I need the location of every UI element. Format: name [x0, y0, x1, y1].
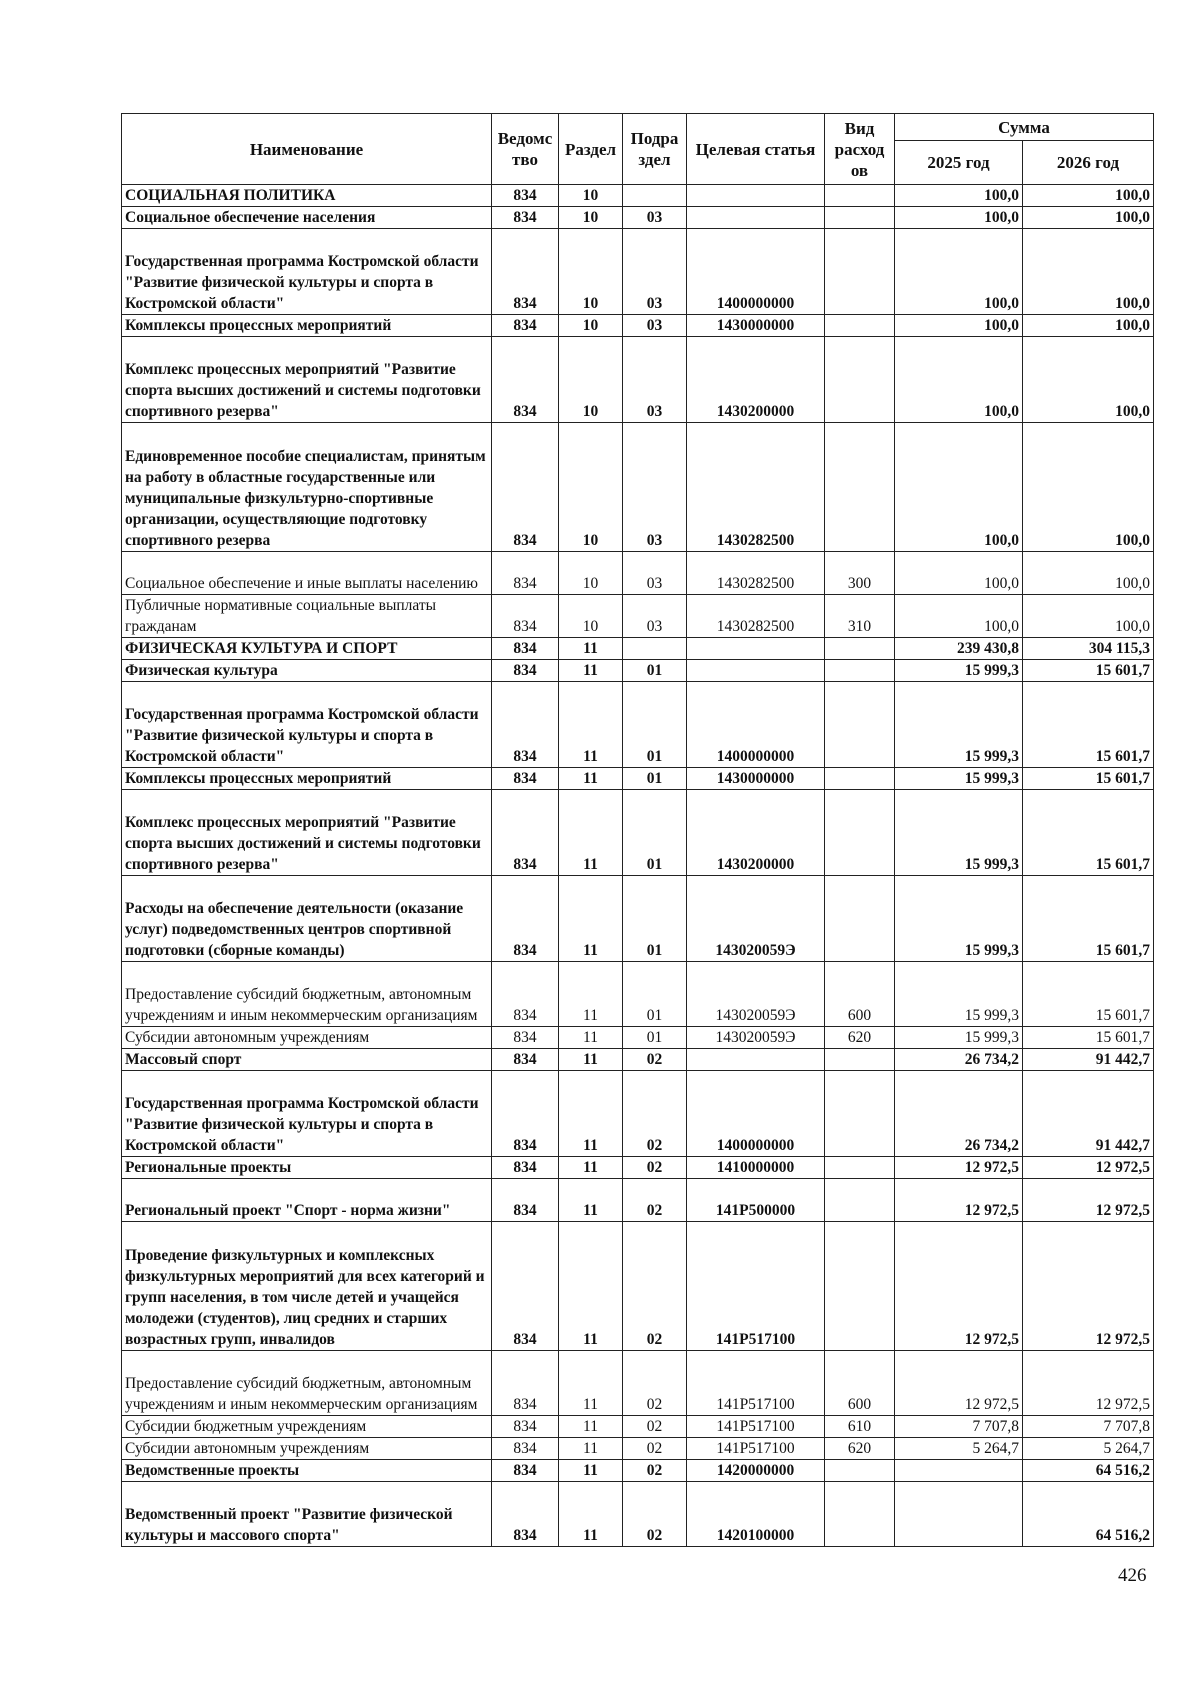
table-row — [122, 876, 1154, 962]
row-vid-raskhodov — [825, 1482, 895, 1547]
row-name: Физическая культура — [122, 660, 492, 682]
row-vid-raskhodov: 600 — [825, 1351, 895, 1416]
row-sum-2026: 64 516,2 — [1023, 1482, 1154, 1547]
row-podrazdel — [623, 185, 687, 207]
row-celevaya-statya: 1400000000 — [687, 229, 825, 315]
page-number: 426 — [1118, 1565, 1147, 1586]
row-sum-2026: 15 601,7 — [1023, 962, 1154, 1027]
row-sum-2025: 15 999,3 — [895, 682, 1023, 768]
header-summa: Сумма — [895, 114, 1154, 141]
header-2025: 2025 год — [895, 141, 1023, 185]
table-row — [122, 1460, 1154, 1482]
table-body — [122, 185, 1154, 1547]
row-name: Предоставление субсидий бюджетным, автономным учреждениям и иным некоммерческим организациям — [122, 962, 492, 1027]
table-row — [122, 1351, 1154, 1416]
row-razdel: 10 — [559, 185, 623, 207]
table-row — [122, 595, 1154, 638]
row-vedomstvo: 834 — [492, 876, 559, 962]
row-razdel: 11 — [559, 1416, 623, 1438]
row-sum-2026: 100,0 — [1023, 423, 1154, 552]
row-celevaya-statya: 1400000000 — [687, 682, 825, 768]
row-name: СОЦИАЛЬНАЯ ПОЛИТИКА — [122, 185, 492, 207]
row-podrazdel: 03 — [623, 229, 687, 315]
row-vedomstvo: 834 — [492, 337, 559, 423]
row-vid-raskhodov — [825, 229, 895, 315]
row-vedomstvo: 834 — [492, 1416, 559, 1438]
table-row — [122, 315, 1154, 337]
row-vid-raskhodov — [825, 660, 895, 682]
table-row — [122, 682, 1154, 768]
row-sum-2025: 12 972,5 — [895, 1222, 1023, 1351]
row-sum-2025: 100,0 — [895, 337, 1023, 423]
row-sum-2026: 15 601,7 — [1023, 790, 1154, 876]
row-razdel: 11 — [559, 876, 623, 962]
row-podrazdel: 03 — [623, 207, 687, 229]
row-vedomstvo: 834 — [492, 768, 559, 790]
row-vedomstvo: 834 — [492, 1179, 559, 1222]
row-vid-raskhodov — [825, 207, 895, 229]
row-razdel: 11 — [559, 790, 623, 876]
table-row — [122, 337, 1154, 423]
row-vid-raskhodov — [825, 790, 895, 876]
row-name: Социальное обеспечение населения — [122, 207, 492, 229]
row-sum-2026: 12 972,5 — [1023, 1179, 1154, 1222]
row-razdel: 11 — [559, 962, 623, 1027]
budget-table — [121, 113, 1154, 1547]
row-sum-2025: 15 999,3 — [895, 768, 1023, 790]
row-vedomstvo: 834 — [492, 207, 559, 229]
row-sum-2025: 100,0 — [895, 229, 1023, 315]
row-sum-2025: 100,0 — [895, 423, 1023, 552]
row-sum-2026: 15 601,7 — [1023, 1027, 1154, 1049]
row-name: Региональные проекты — [122, 1157, 492, 1179]
row-name: ФИЗИЧЕСКАЯ КУЛЬТУРА И СПОРТ — [122, 638, 492, 660]
row-podrazdel: 02 — [623, 1157, 687, 1179]
row-podrazdel: 01 — [623, 1027, 687, 1049]
row-sum-2026: 12 972,5 — [1023, 1222, 1154, 1351]
table-row — [122, 1222, 1154, 1351]
table-row — [122, 1157, 1154, 1179]
row-celevaya-statya: 1430282500 — [687, 423, 825, 552]
row-celevaya-statya: 1430000000 — [687, 768, 825, 790]
row-vedomstvo: 834 — [492, 423, 559, 552]
row-vedomstvo: 834 — [492, 1157, 559, 1179]
row-sum-2025: 100,0 — [895, 315, 1023, 337]
row-sum-2026: 304 115,3 — [1023, 638, 1154, 660]
row-razdel: 11 — [559, 1351, 623, 1416]
row-vid-raskhodov: 610 — [825, 1416, 895, 1438]
table-row — [122, 660, 1154, 682]
row-vedomstvo: 834 — [492, 185, 559, 207]
row-razdel: 11 — [559, 768, 623, 790]
row-podrazdel: 01 — [623, 682, 687, 768]
row-celevaya-statya: 1410000000 — [687, 1157, 825, 1179]
row-vedomstvo: 834 — [492, 682, 559, 768]
row-sum-2026: 15 601,7 — [1023, 768, 1154, 790]
row-celevaya-statya: 1430000000 — [687, 315, 825, 337]
row-sum-2025 — [895, 1482, 1023, 1547]
row-celevaya-statya: 1420000000 — [687, 1460, 825, 1482]
row-razdel: 10 — [559, 315, 623, 337]
row-vedomstvo: 834 — [492, 595, 559, 638]
row-razdel: 10 — [559, 337, 623, 423]
row-podrazdel: 02 — [623, 1351, 687, 1416]
table-row — [122, 1071, 1154, 1157]
row-sum-2025: 15 999,3 — [895, 962, 1023, 1027]
row-name: Государственная программа Костромской области "Развитие физической культуры и спорта в Костромской области" — [122, 229, 492, 315]
row-podrazdel: 03 — [623, 595, 687, 638]
row-name: Социальное обеспечение и иные выплаты населению — [122, 552, 492, 595]
row-podrazdel: 02 — [623, 1222, 687, 1351]
row-podrazdel: 02 — [623, 1416, 687, 1438]
row-vid-raskhodov — [825, 768, 895, 790]
row-name: Региональный проект "Спорт - норма жизни" — [122, 1179, 492, 1222]
table-row — [122, 768, 1154, 790]
row-razdel: 10 — [559, 229, 623, 315]
row-vedomstvo: 834 — [492, 1482, 559, 1547]
row-razdel: 11 — [559, 1027, 623, 1049]
row-podrazdel: 01 — [623, 660, 687, 682]
row-name: Комплексы процессных мероприятий — [122, 768, 492, 790]
table-row — [122, 552, 1154, 595]
row-vedomstvo: 834 — [492, 1460, 559, 1482]
row-celevaya-statya: 143020059Э — [687, 962, 825, 1027]
row-sum-2025: 5 264,7 — [895, 1438, 1023, 1460]
row-vid-raskhodov — [825, 315, 895, 337]
row-vedomstvo: 834 — [492, 1351, 559, 1416]
row-vid-raskhodov — [825, 1049, 895, 1071]
row-vedomstvo: 834 — [492, 552, 559, 595]
row-vedomstvo: 834 — [492, 962, 559, 1027]
row-podrazdel: 02 — [623, 1482, 687, 1547]
row-name: Предоставление субсидий бюджетным, автономным учреждениям и иным некоммерческим организациям — [122, 1351, 492, 1416]
table-row — [122, 185, 1154, 207]
row-vedomstvo: 834 — [492, 660, 559, 682]
row-celevaya-statya: 141Р500000 — [687, 1179, 825, 1222]
row-vid-raskhodov: 620 — [825, 1027, 895, 1049]
row-sum-2026: 64 516,2 — [1023, 1460, 1154, 1482]
row-sum-2026: 12 972,5 — [1023, 1157, 1154, 1179]
row-celevaya-statya — [687, 207, 825, 229]
row-sum-2026: 100,0 — [1023, 337, 1154, 423]
row-celevaya-statya — [687, 638, 825, 660]
row-name: Комплекс процессных мероприятий "Развитие спорта высших достижений и системы подготовки спортивного резерва" — [122, 337, 492, 423]
table-row — [122, 1049, 1154, 1071]
row-sum-2025: 100,0 — [895, 207, 1023, 229]
row-vid-raskhodov: 300 — [825, 552, 895, 595]
table-row — [122, 1027, 1154, 1049]
row-sum-2026: 15 601,7 — [1023, 876, 1154, 962]
row-sum-2026: 100,0 — [1023, 552, 1154, 595]
row-vid-raskhodov — [825, 1157, 895, 1179]
row-sum-2025: 15 999,3 — [895, 876, 1023, 962]
row-podrazdel: 03 — [623, 552, 687, 595]
row-sum-2026: 12 972,5 — [1023, 1351, 1154, 1416]
row-celevaya-statya: 1430282500 — [687, 552, 825, 595]
row-razdel: 11 — [559, 638, 623, 660]
row-razdel: 11 — [559, 1179, 623, 1222]
row-vid-raskhodov — [825, 1179, 895, 1222]
table-row — [122, 1416, 1154, 1438]
table-row — [122, 790, 1154, 876]
row-podrazdel: 02 — [623, 1071, 687, 1157]
table-row — [122, 207, 1154, 229]
row-celevaya-statya: 1430200000 — [687, 337, 825, 423]
row-vedomstvo: 834 — [492, 1438, 559, 1460]
row-vedomstvo: 834 — [492, 790, 559, 876]
row-celevaya-statya — [687, 185, 825, 207]
row-vedomstvo: 834 — [492, 638, 559, 660]
row-name: Субсидии автономным учреждениям — [122, 1027, 492, 1049]
row-razdel: 11 — [559, 1049, 623, 1071]
row-vedomstvo: 834 — [492, 229, 559, 315]
table-row — [122, 229, 1154, 315]
row-podrazdel: 03 — [623, 423, 687, 552]
row-podrazdel: 01 — [623, 768, 687, 790]
row-sum-2025: 12 972,5 — [895, 1157, 1023, 1179]
row-vid-raskhodov — [825, 337, 895, 423]
row-vid-raskhodov — [825, 185, 895, 207]
row-sum-2026: 15 601,7 — [1023, 660, 1154, 682]
row-razdel: 10 — [559, 595, 623, 638]
row-sum-2025: 12 972,5 — [895, 1351, 1023, 1416]
header-celevaya: Целевая статья — [687, 114, 825, 185]
row-vedomstvo: 834 — [492, 1049, 559, 1071]
header-podrazdel: Подра здел — [623, 114, 687, 185]
row-name: Расходы на обеспечение деятельности (оказание услуг) подведомственных центров спортивной подготовки (сборные команды) — [122, 876, 492, 962]
row-razdel: 11 — [559, 1460, 623, 1482]
row-razdel: 11 — [559, 682, 623, 768]
table-row — [122, 1179, 1154, 1222]
row-sum-2026: 5 264,7 — [1023, 1438, 1154, 1460]
row-celevaya-statya: 1400000000 — [687, 1071, 825, 1157]
row-celevaya-statya: 143020059Э — [687, 1027, 825, 1049]
row-celevaya-statya: 141Р517100 — [687, 1351, 825, 1416]
row-celevaya-statya: 143020059Э — [687, 876, 825, 962]
row-celevaya-statya: 1420100000 — [687, 1482, 825, 1547]
row-name: Государственная программа Костромской области "Развитие физической культуры и спорта в Костромской области" — [122, 682, 492, 768]
row-name: Ведомственный проект "Развитие физической культуры и массового спорта" — [122, 1482, 492, 1547]
row-sum-2025: 15 999,3 — [895, 1027, 1023, 1049]
row-vid-raskhodov — [825, 423, 895, 552]
row-podrazdel: 01 — [623, 876, 687, 962]
row-name: Массовый спорт — [122, 1049, 492, 1071]
row-celevaya-statya: 141Р517100 — [687, 1438, 825, 1460]
row-razdel: 10 — [559, 207, 623, 229]
row-sum-2025: 26 734,2 — [895, 1049, 1023, 1071]
header-razdel: Раздел — [559, 114, 623, 185]
row-sum-2025: 100,0 — [895, 552, 1023, 595]
row-podrazdel: 02 — [623, 1460, 687, 1482]
row-podrazdel: 01 — [623, 962, 687, 1027]
row-sum-2026: 100,0 — [1023, 185, 1154, 207]
row-sum-2026: 91 442,7 — [1023, 1049, 1154, 1071]
row-podrazdel — [623, 638, 687, 660]
row-razdel: 11 — [559, 1222, 623, 1351]
row-celevaya-statya: 1430282500 — [687, 595, 825, 638]
row-razdel: 11 — [559, 660, 623, 682]
table-row — [122, 423, 1154, 552]
row-razdel: 11 — [559, 1438, 623, 1460]
row-name: Комплекс процессных мероприятий "Развитие спорта высших достижений и системы подготовки спортивного резерва" — [122, 790, 492, 876]
table-row — [122, 638, 1154, 660]
row-podrazdel: 02 — [623, 1049, 687, 1071]
row-sum-2025: 26 734,2 — [895, 1071, 1023, 1157]
row-podrazdel: 03 — [623, 315, 687, 337]
row-vid-raskhodov — [825, 1071, 895, 1157]
row-celevaya-statya: 1430200000 — [687, 790, 825, 876]
row-podrazdel: 02 — [623, 1438, 687, 1460]
row-razdel: 11 — [559, 1157, 623, 1179]
row-name: Проведение физкультурных и комплексных физкультурных мероприятий для всех категорий и групп населения, в том числе детей и учащейся молодежи (студентов), лиц средних и старших возрастных групп, инвалидов — [122, 1222, 492, 1351]
header-vedomstvo: Ведомс тво — [492, 114, 559, 185]
row-vid-raskhodov — [825, 638, 895, 660]
row-name: Публичные нормативные социальные выплаты гражданам — [122, 595, 492, 638]
row-sum-2025 — [895, 1460, 1023, 1482]
row-razdel: 11 — [559, 1482, 623, 1547]
row-name: Государственная программа Костромской области "Развитие физической культуры и спорта в Костромской области" — [122, 1071, 492, 1157]
row-podrazdel: 02 — [623, 1179, 687, 1222]
row-vid-raskhodov: 620 — [825, 1438, 895, 1460]
row-celevaya-statya: 141Р517100 — [687, 1222, 825, 1351]
row-razdel: 11 — [559, 1071, 623, 1157]
row-razdel: 10 — [559, 423, 623, 552]
row-sum-2026: 100,0 — [1023, 207, 1154, 229]
row-name: Комплексы процессных мероприятий — [122, 315, 492, 337]
row-sum-2026: 15 601,7 — [1023, 682, 1154, 768]
row-vid-raskhodov — [825, 876, 895, 962]
row-sum-2025: 7 707,8 — [895, 1416, 1023, 1438]
row-vid-raskhodov: 310 — [825, 595, 895, 638]
row-vid-raskhodov: 600 — [825, 962, 895, 1027]
row-name: Единовременное пособие специалистам, принятым на работу в областные государственные или муниципальные физкультурно-спортивные организации, осуществляющие подготовку спортивного резерва — [122, 423, 492, 552]
row-celevaya-statya — [687, 660, 825, 682]
row-vid-raskhodov — [825, 682, 895, 768]
row-name: Субсидии бюджетным учреждениям — [122, 1416, 492, 1438]
row-vedomstvo: 834 — [492, 1027, 559, 1049]
row-podrazdel: 03 — [623, 337, 687, 423]
row-sum-2025: 15 999,3 — [895, 660, 1023, 682]
header-2026: 2026 год — [1023, 141, 1154, 185]
row-sum-2026: 100,0 — [1023, 229, 1154, 315]
table-row — [122, 1438, 1154, 1460]
header-name: Наименование — [122, 114, 492, 185]
row-vid-raskhodov — [825, 1222, 895, 1351]
row-sum-2026: 100,0 — [1023, 595, 1154, 638]
row-sum-2025: 100,0 — [895, 595, 1023, 638]
row-sum-2026: 7 707,8 — [1023, 1416, 1154, 1438]
row-vedomstvo: 834 — [492, 315, 559, 337]
row-celevaya-statya: 141Р517100 — [687, 1416, 825, 1438]
row-sum-2026: 91 442,7 — [1023, 1071, 1154, 1157]
row-sum-2026: 100,0 — [1023, 315, 1154, 337]
row-podrazdel: 01 — [623, 790, 687, 876]
row-name: Субсидии автономным учреждениям — [122, 1438, 492, 1460]
row-name: Ведомственные проекты — [122, 1460, 492, 1482]
row-vedomstvo: 834 — [492, 1071, 559, 1157]
row-sum-2025: 15 999,3 — [895, 790, 1023, 876]
row-sum-2025: 12 972,5 — [895, 1179, 1023, 1222]
header-vid: Вид расход ов — [825, 114, 895, 185]
row-sum-2025: 239 430,8 — [895, 638, 1023, 660]
row-vedomstvo: 834 — [492, 1222, 559, 1351]
row-vid-raskhodov — [825, 1460, 895, 1482]
row-celevaya-statya — [687, 1049, 825, 1071]
row-sum-2025: 100,0 — [895, 185, 1023, 207]
table-row — [122, 1482, 1154, 1547]
table-row — [122, 962, 1154, 1027]
row-razdel: 10 — [559, 552, 623, 595]
